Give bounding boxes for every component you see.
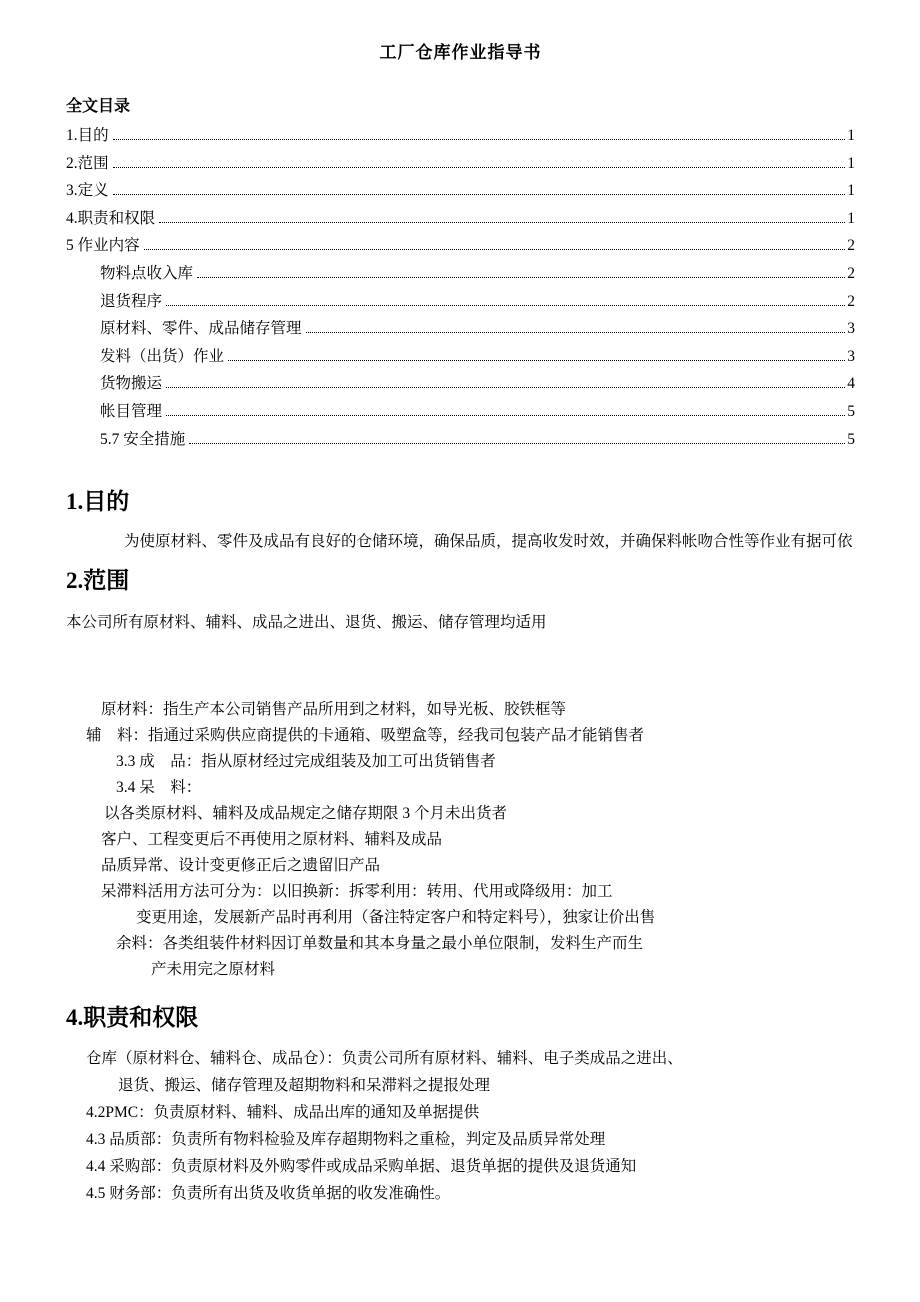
toc-dot-leader bbox=[144, 249, 846, 250]
toc-entry bbox=[66, 122, 855, 150]
section-purpose bbox=[66, 487, 855, 554]
definition-line: 3.4 呆 料： bbox=[116, 779, 202, 797]
responsibility-line: 4.2PMC：负责原材料、辅料、成品出库的通知及单据提供 bbox=[86, 1104, 480, 1122]
toc-entry bbox=[66, 343, 855, 371]
toc-dot-leader bbox=[197, 277, 845, 278]
toc-page-number: 1 bbox=[847, 209, 855, 227]
definition-line: 变更用途，发展新产品时再利用（备注特定客户和特定料号），独家让价出售 bbox=[136, 909, 656, 927]
toc-page-number: 2 bbox=[847, 292, 855, 310]
toc-page-number: 1 bbox=[847, 182, 855, 200]
toc-dot-leader bbox=[159, 222, 845, 223]
section-heading-responsibilities: 4.职责和权限 bbox=[66, 1005, 199, 1031]
toc-entry-label: 退货程序 bbox=[100, 292, 163, 310]
toc-entry bbox=[66, 315, 855, 343]
toc-entry bbox=[66, 260, 855, 288]
toc-entry bbox=[66, 370, 855, 398]
toc-dot-leader bbox=[166, 415, 845, 416]
toc-entry-label: 货物搬运 bbox=[100, 375, 163, 393]
toc-page-number: 4 bbox=[847, 375, 855, 393]
table-of-contents bbox=[66, 93, 855, 453]
toc-page-number: 1 bbox=[847, 154, 855, 172]
toc-entry-label: 原材料、零件、成品储存管理 bbox=[100, 320, 302, 338]
definition-line: 余料：各类组装件材料因订单数量和其本身量之最小单位限制，发料生产而生 bbox=[116, 935, 644, 953]
toc-entry-label: 3.定义 bbox=[66, 182, 109, 200]
definition-line: 产未用完之原材料 bbox=[151, 961, 276, 979]
toc-dot-leader bbox=[189, 443, 845, 444]
toc-page-number: 5 bbox=[847, 430, 855, 448]
toc-entry-label: 5.7 安全措施 bbox=[100, 430, 186, 448]
purpose-paragraph: 为使原材料、零件及成品有良好的仓储环境，确保品质，提高收发时效，并确保料帐吻合性等作业有据可依 bbox=[124, 533, 853, 551]
section-responsibilities bbox=[66, 1003, 855, 1207]
toc-entry-label: 1.目的 bbox=[66, 127, 109, 144]
toc-heading: 全文目录 bbox=[66, 98, 131, 115]
definition-line: 品质异常、设计变更修正后之遗留旧产品 bbox=[101, 857, 381, 875]
toc-entry bbox=[66, 177, 855, 205]
toc-dot-leader bbox=[166, 387, 845, 388]
responsibilities-body bbox=[66, 1045, 855, 1207]
responsibility-line: 4.4 采购部：负责原材料及外购零件或成品采购单据、退货单据的提供及退货通知 bbox=[86, 1158, 637, 1176]
toc-page-number: 2 bbox=[847, 237, 855, 255]
definition-line: 客户、工程变更后不再使用之原材料、辅料及成品 bbox=[101, 831, 443, 849]
toc-dot-leader bbox=[166, 305, 845, 306]
definition-line: 3.3 成 品：指从原材经过完成组装及加工可出货销售者 bbox=[116, 753, 496, 771]
toc-dot-leader bbox=[228, 360, 845, 361]
toc-dot-leader bbox=[113, 139, 846, 140]
definition-line: 以各类原材料、辅料及成品规定之储存期限 3 个月未出货者 bbox=[104, 805, 508, 823]
toc-entry bbox=[66, 205, 855, 233]
section-definitions bbox=[66, 697, 855, 983]
toc-page-number: 5 bbox=[847, 402, 855, 420]
toc-page-number: 2 bbox=[847, 264, 855, 282]
toc-entry bbox=[66, 398, 855, 426]
responsibility-line: 退货、搬运、储存管理及超期物料和呆滞料之提报处理 bbox=[118, 1077, 491, 1095]
toc-page-number: 1 bbox=[847, 127, 855, 144]
responsibility-line: 4.3 品质部：负责所有物料检验及库存超期物料之重检，判定及品质异常处理 bbox=[86, 1131, 606, 1149]
toc-dot-leader bbox=[306, 332, 846, 333]
toc-entry bbox=[66, 232, 855, 260]
toc-entry-label: 帐目管理 bbox=[100, 402, 163, 420]
toc-entry-label: 发料（出货）作业 bbox=[100, 347, 225, 365]
section-heading-scope: 2.范围 bbox=[66, 568, 130, 594]
toc-entry-label: 物料点收入库 bbox=[100, 264, 194, 282]
toc-entry-label: 2.范围 bbox=[66, 154, 109, 172]
toc-entry bbox=[66, 150, 855, 178]
responsibility-line: 仓库（原材料仓、辅料仓、成品仓）：负责公司所有原材料、辅料、电子类成品之进出、 bbox=[86, 1050, 683, 1068]
definition-line: 呆滞料活用方法可分为：以旧换新：拆零利用：转用、代用或降级用：加工 bbox=[101, 883, 613, 901]
toc-entry bbox=[66, 288, 855, 316]
scope-paragraph: 本公司所有原材料、辅料、成品之进出、退货、搬运、储存管理均适用 bbox=[66, 614, 547, 632]
section-heading-purpose: 1.目的 bbox=[66, 489, 130, 515]
toc-entry-label: 4.职责和权限 bbox=[66, 209, 156, 227]
toc-dot-leader bbox=[113, 194, 846, 195]
responsibility-line: 4.5 财务部：负责所有出货及收货单据的收发准确性。 bbox=[86, 1185, 451, 1203]
document-title: 工厂仓库作业指导书 bbox=[379, 43, 542, 62]
toc-page-number: 3 bbox=[847, 320, 855, 338]
section-scope bbox=[66, 566, 855, 635]
definition-line: 辅 料：指通过采购供应商提供的卡通箱、吸塑盒等，经我司包装产品才能销售者 bbox=[86, 727, 645, 745]
toc-page-number: 3 bbox=[847, 347, 855, 365]
toc-dot-leader bbox=[113, 167, 846, 168]
toc-entry-label: 5 作业内容 bbox=[66, 237, 140, 255]
definition-line: 原材料：指生产本公司销售产品所用到之材料，如导光板、胶铁框等 bbox=[101, 701, 567, 719]
toc-entry bbox=[66, 426, 855, 454]
